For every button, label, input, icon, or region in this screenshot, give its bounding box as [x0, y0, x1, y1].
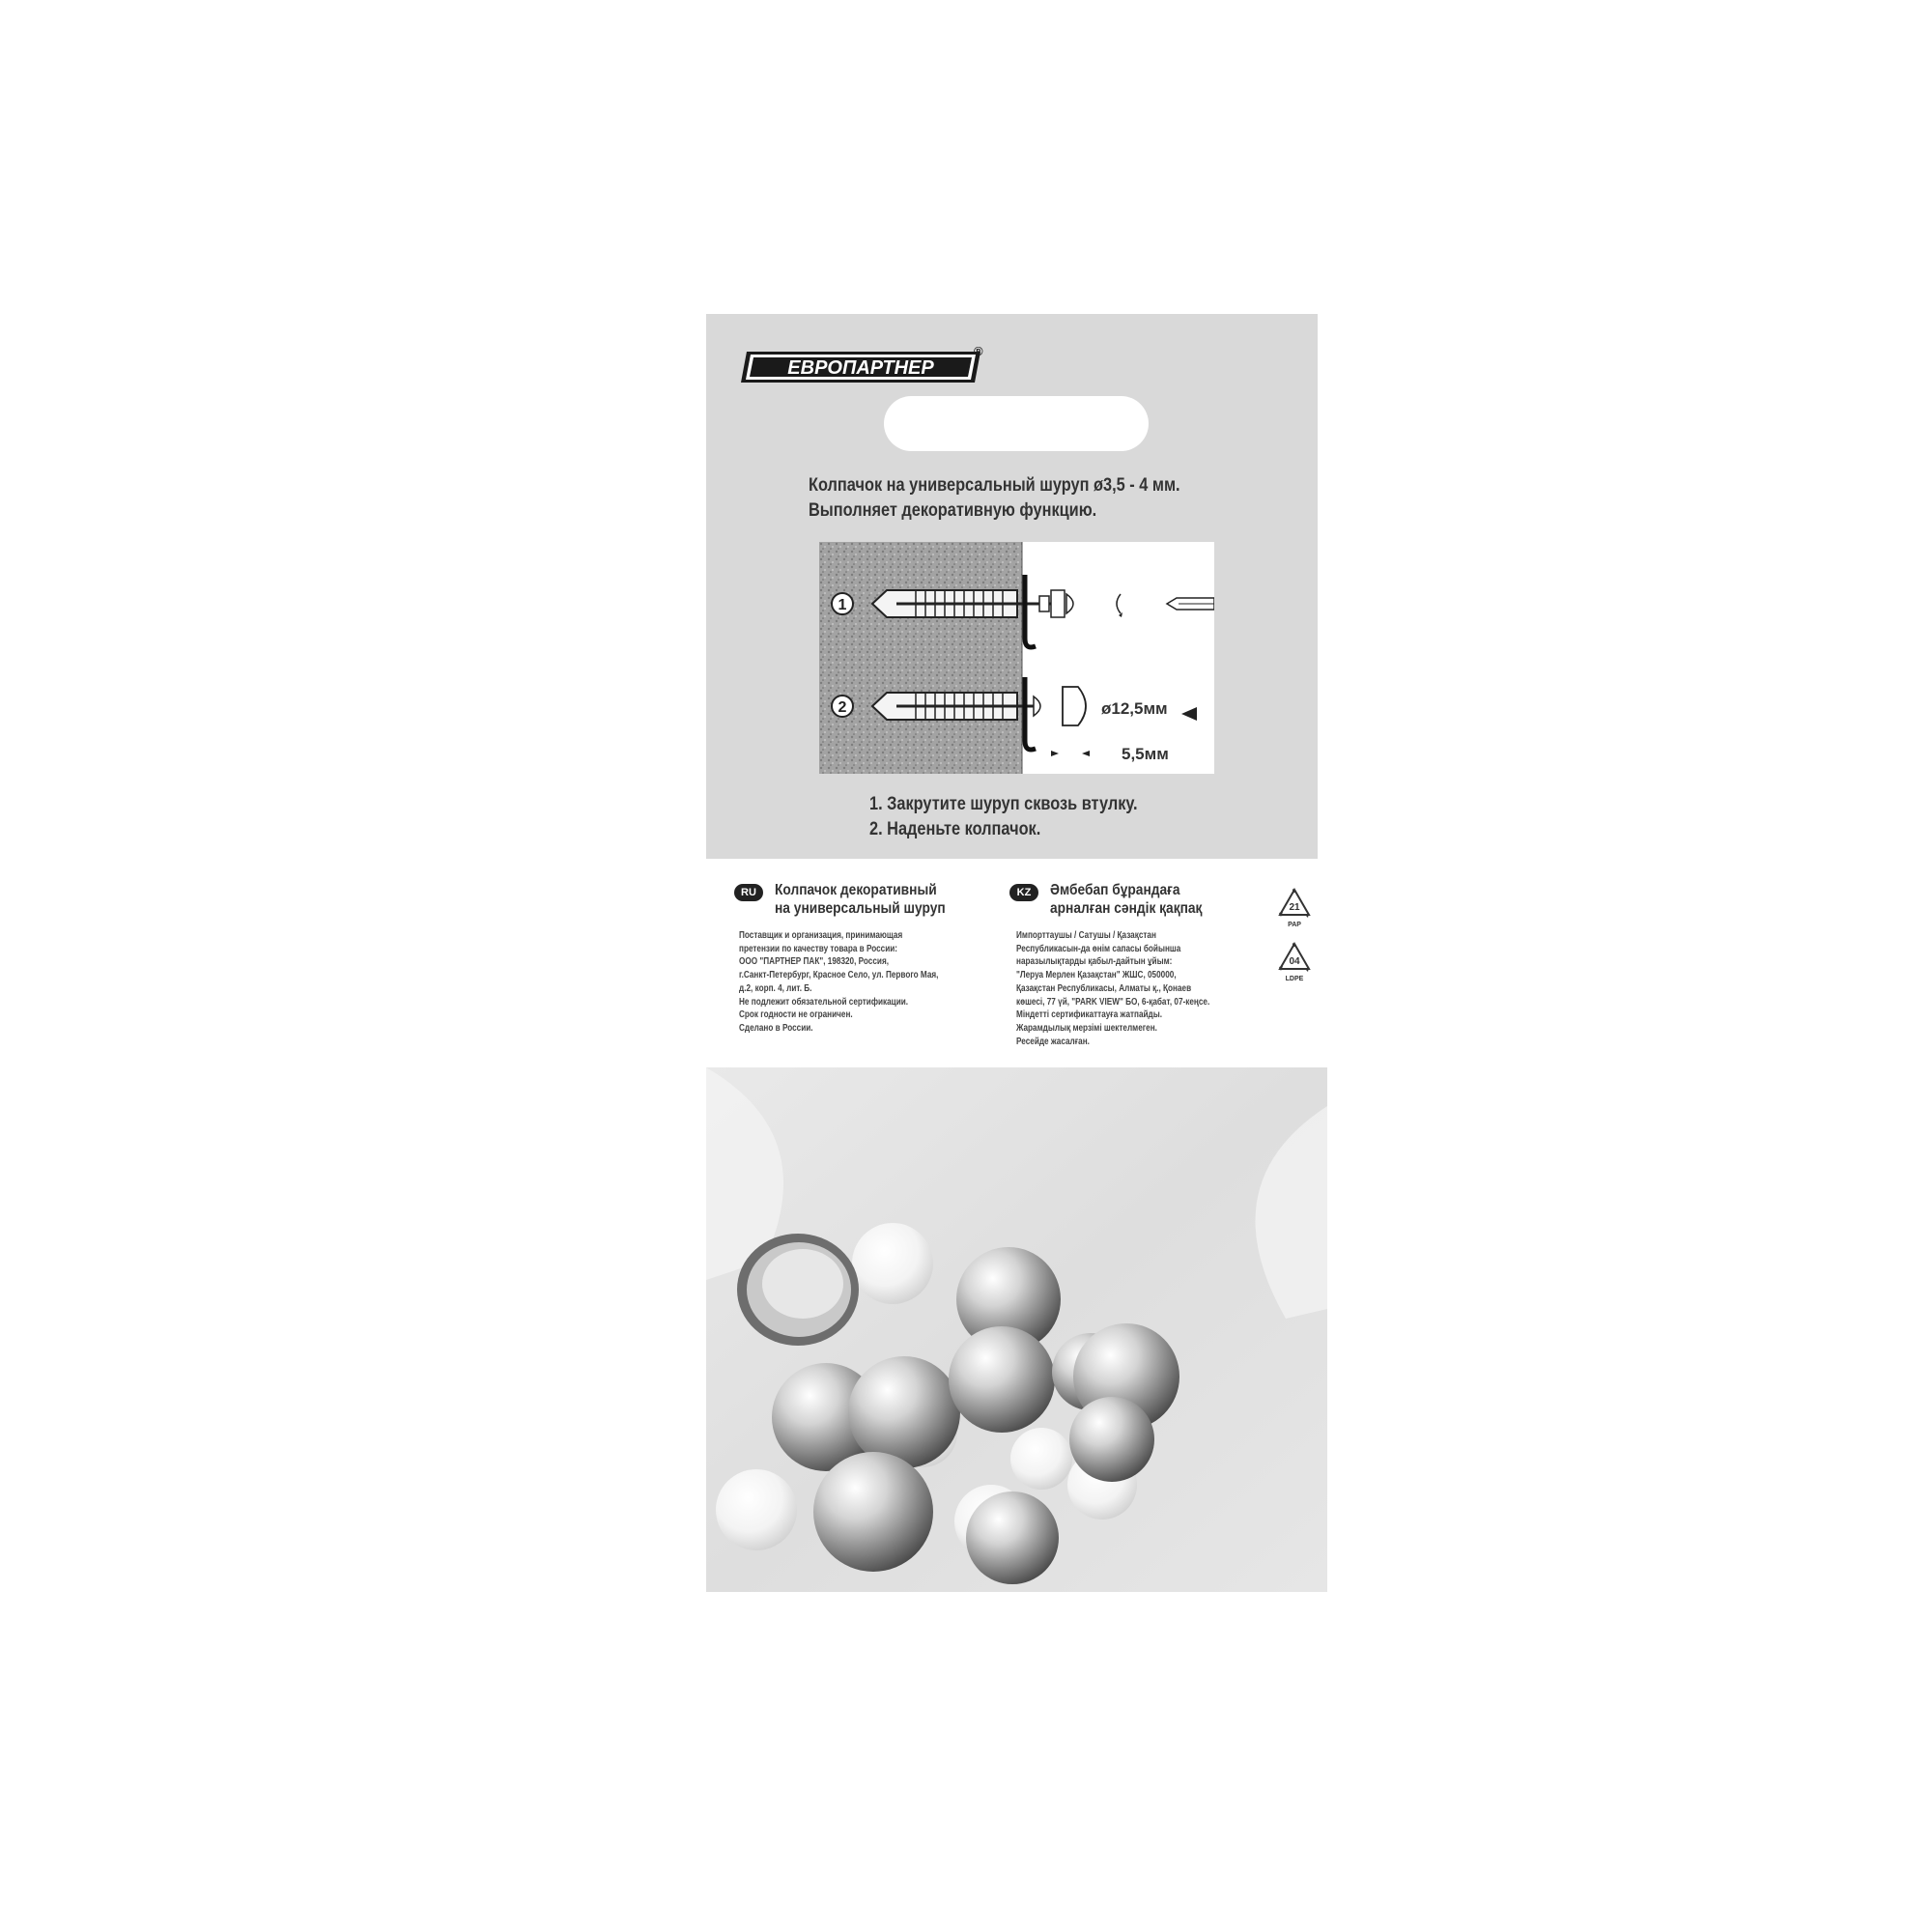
kz-title-line: арналған сәндік қақпақ: [1050, 900, 1203, 917]
ru-body-line: ООО "ПАРТНЕР ПАК", 198320, Россия,: [739, 955, 890, 968]
ru-body-line: Срок годности не ограничен.: [739, 1009, 853, 1021]
brand-logo: [739, 348, 985, 386]
kz-title-line: Әмбебап бұрандаға: [1050, 882, 1180, 898]
ru-body-line: д.2, корп. 4, лит. Б.: [739, 981, 812, 994]
product-description: [809, 473, 1180, 524]
step-line: 1. Закрутите шуруп сквозь втулку.: [869, 794, 1138, 814]
recycle-code: 21: [1289, 902, 1300, 913]
ru-body-line: Не подлежит обязательной сертификации.: [739, 995, 909, 1008]
hang-hole: [884, 396, 1149, 451]
kz-body-line: Ресейде жасалған.: [1016, 1035, 1090, 1047]
step2-number: 2: [838, 699, 847, 716]
recycle-ldpe-icon: [1277, 941, 1312, 983]
description-line: Выполняет декоративную функцию.: [809, 500, 1097, 521]
kz-body-line: Импорттаушы / Сатушы / Қазақстан: [1016, 929, 1156, 941]
ru-title-line: на универсальный шуруп: [775, 900, 946, 917]
step-line: 2. Наденьте колпачок.: [869, 819, 1041, 839]
product-photo: [706, 1067, 1327, 1592]
recycle-code: 04: [1289, 956, 1300, 967]
recycle-label: LDPE: [1285, 976, 1304, 982]
kz-body-line: Жарамдылық мерзімі шектелмеген.: [1016, 1021, 1157, 1034]
lang-badge-kz: KZ: [1009, 884, 1038, 901]
installation-steps: [869, 792, 1138, 842]
kz-body-line: Қазақстан Республикасы, Алматы қ., Қонаев: [1016, 981, 1192, 994]
ru-title-line: Колпачок декоративный: [775, 882, 937, 898]
ru-body-line: претензии по качеству товара в России:: [739, 942, 898, 954]
recycle-pap-icon: [1277, 887, 1312, 929]
kz-body-line: наразылықтарды қабыл-дайтын ұйым:: [1016, 955, 1173, 968]
diameter-label: ø12,5мм: [1101, 699, 1168, 718]
height-label: 5,5мм: [1122, 745, 1169, 763]
recycle-label: PAP: [1288, 922, 1301, 928]
lang-badge-ru: RU: [734, 884, 763, 901]
ru-body-line: г.Санкт-Петербург, Красное Село, ул. Первого Мая,: [739, 969, 939, 981]
chrome-cap-open: [737, 1234, 859, 1346]
kz-body-line: Міндетті сертификаттауға жатпайды.: [1016, 1009, 1163, 1021]
kz-body-line: Республикасын-да өнім сапасы бойынша: [1016, 942, 1181, 954]
wall-section: [819, 542, 1022, 774]
ru-body-line: Поставщик и организация, принимающая: [739, 929, 903, 941]
kz-title: [1050, 881, 1202, 918]
kz-body-line: "Леруа Мерлен Қазақстан" ЖШС, 050000,: [1016, 969, 1177, 981]
ru-title: [775, 881, 946, 918]
ru-body-line: Сделано в России.: [739, 1021, 813, 1034]
cap-icon: [1063, 687, 1086, 725]
registered-mark: ®: [974, 344, 983, 358]
step1-number: 1: [838, 597, 847, 613]
ru-body: [739, 929, 938, 1036]
kz-body-line: көшесі, 77 үй, "PARK VIEW" БО, 6-қабат, 07-кеңсе.: [1016, 995, 1210, 1008]
brand-name: ЕВРОПАРТНЕР: [787, 357, 934, 379]
kz-body: [1016, 929, 1209, 1048]
description-line: Колпачок на универсальный шуруп ø3,5 - 4 мм.: [809, 475, 1180, 496]
installation-diagram: [819, 542, 1214, 774]
